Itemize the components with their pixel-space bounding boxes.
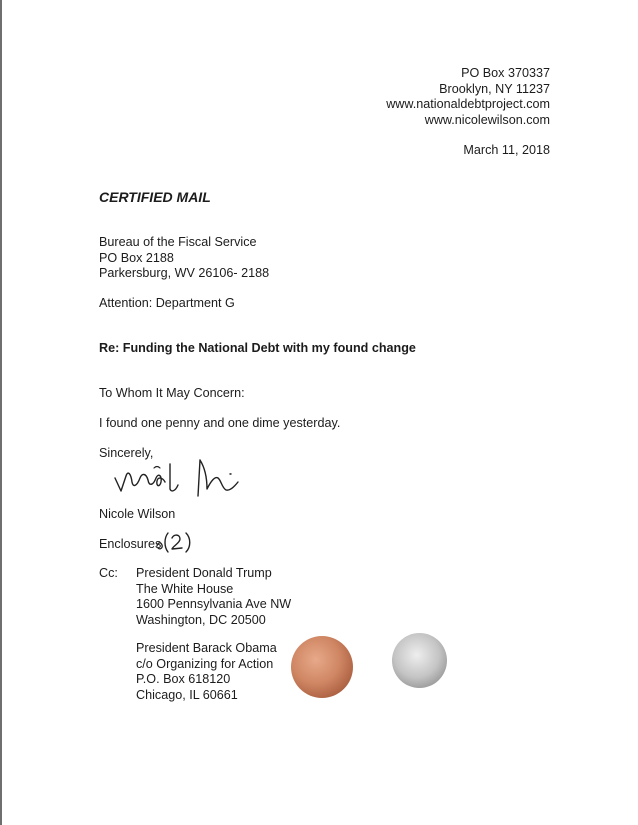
cc-line: 1600 Pennsylvania Ave NW: [136, 597, 292, 612]
recipient-city: Parkersburg, WV 26106- 2188: [99, 266, 270, 281]
certified-mail-heading: CERTIFIED MAIL: [99, 189, 211, 205]
handwritten-enclosure-count: [156, 530, 196, 554]
page-left-edge: [0, 0, 2, 825]
handwritten-signature: [112, 456, 252, 504]
closing: Sincerely,: [99, 446, 154, 460]
body-text: I found one penny and one dime yesterday.: [99, 416, 341, 430]
sender-website-1: www.nationaldebtproject.com: [386, 97, 550, 112]
cc-line: Chicago, IL 60661: [136, 687, 238, 702]
sender-address: [386, 66, 550, 128]
cc-line: The White House: [136, 581, 234, 596]
attention-line: Attention: Department G: [99, 296, 235, 310]
cc-line: President Donald Trump: [136, 566, 272, 580]
cc-recipient-trump: [136, 566, 291, 628]
sender-po-box: PO Box 370337: [461, 66, 550, 80]
cc-recipient-obama: [136, 641, 277, 703]
cc-line: P.O. Box 618120: [136, 672, 231, 687]
penny-coin: [291, 636, 353, 698]
recipient-po-box: PO Box 2188: [99, 250, 174, 265]
letter-date: March 11, 2018: [463, 143, 550, 157]
cc-line: President Barack Obama: [136, 641, 277, 655]
recipient-name: Bureau of the Fiscal Service: [99, 235, 257, 249]
subject-line: Re: Funding the National Debt with my found change: [99, 341, 416, 355]
salutation: To Whom It May Concern:: [99, 386, 245, 400]
signer-name: Nicole Wilson: [99, 507, 176, 521]
dime-coin: [392, 633, 447, 688]
cc-line: c/o Organizing for Action: [136, 656, 274, 671]
enclosures-label: Enclosures: [99, 537, 162, 551]
cc-label: Cc:: [99, 566, 118, 580]
recipient-address: [99, 235, 269, 282]
sender-city: Brooklyn, NY 11237: [439, 81, 550, 96]
sender-website-2: www.nicolewilson.com: [424, 112, 550, 127]
cc-line: Washington, DC 20500: [136, 612, 266, 627]
